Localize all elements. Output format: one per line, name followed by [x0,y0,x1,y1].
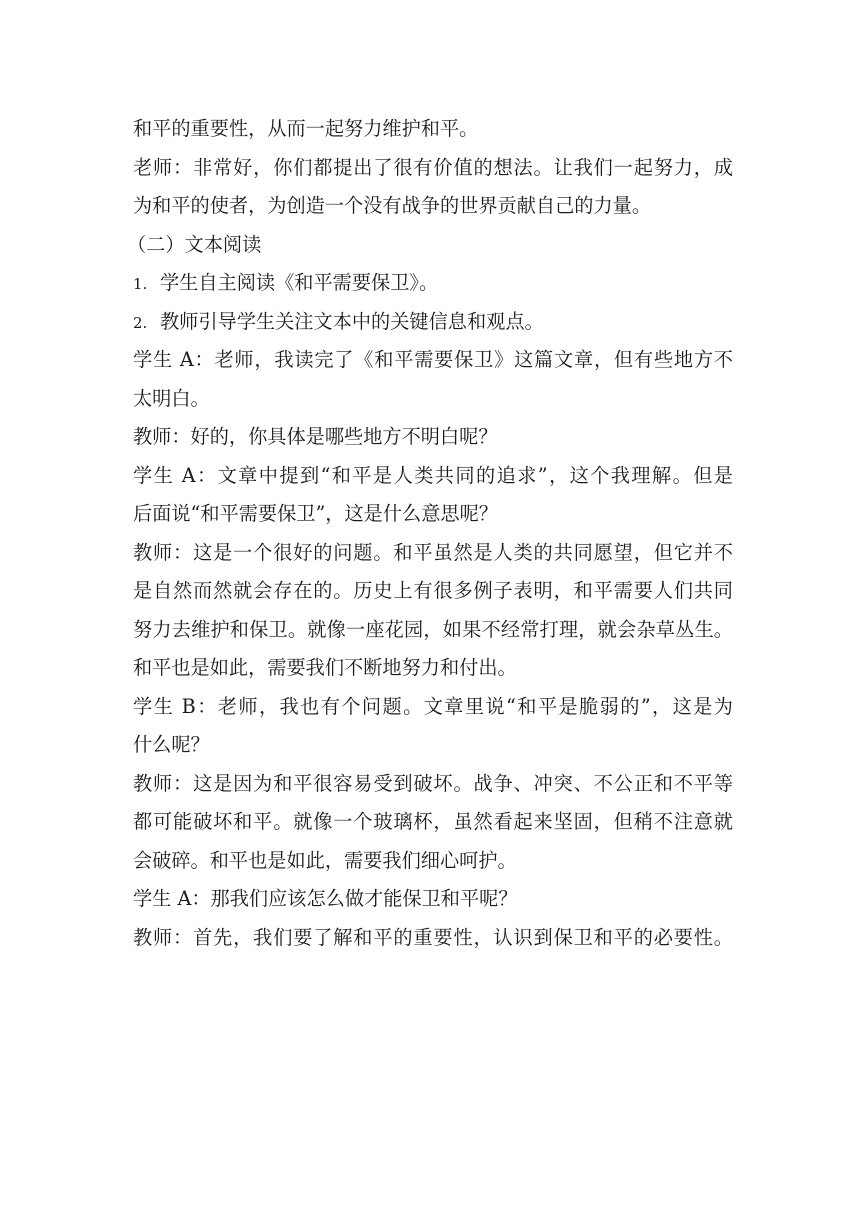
text-line: 是自然而然就会存在的。历史上有很多例子表明，和平需要人们共同 [133,579,733,602]
text-line: 老师：非常好，你们都提出了很有价值的想法。让我们一起努力，成 [133,155,733,179]
text-line: 学生 A：那我们应该怎么做才能保卫和平呢？ [133,887,518,910]
text-line: 努力去维护和保卫。就像一座花园，如果不经常打理，就会杂草丛生。 [133,617,733,641]
item-text: 教师引导学生关注文本中的关键信息和观点。 [160,309,544,333]
text-line: 和平也是如此，需要我们不断地努力和付出。 [133,656,517,679]
document-body [127,110,733,957]
text-line: 学生 A：老师，我读完了《和平需要保卫》这篇文章，但有些地方不 [133,348,733,371]
item-text: 学生自主阅读《和平需要保卫》。 [160,271,439,294]
text-line: 教师：这是一个很好的问题。和平虽然是人类的共同愿望，但它并不 [133,540,733,564]
text-line: 为和平的使者，为创造一个没有战争的世界贡献自己的力量。 [133,194,652,217]
text-line: 教师：首先，我们要了解和平的重要性，认识到保卫和平的必要性。 [133,925,733,949]
numbered-item [133,264,733,303]
text-line: 和平的重要性，从而一起努力维护和平。 [133,117,479,140]
item-number: 1. [133,275,148,293]
text-line: 会破碎。和平也是如此，需要我们细心呵护。 [133,848,517,872]
text-line: 后面说“和平需要保卫”，这是什么意思呢？ [133,502,498,525]
numbered-item [133,303,733,342]
text-line: 什么呢？ [133,733,210,756]
text-line: 教师：好的，你具体是哪些地方不明白呢？ [133,425,498,448]
text-line: 太明白。 [133,386,210,410]
item-number: 2. [133,313,148,332]
text-line: 都可能破坏和平。就像一个玻璃杯，虽然看起来坚固，但稍不注意就 [133,810,733,833]
text-line: 学生 A：文章中提到“和平是人类共同的追求”，这个我理解。但是 [133,463,733,487]
text-line: 学生 B：老师，我也有个问题。文章里说“和平是脆弱的”，这是为 [133,694,733,718]
section-heading: （二）文本阅读 [127,232,262,256]
text-line: 教师：这是因为和平很容易受到破坏。战争、冲突、不公正和不平等 [133,771,733,795]
